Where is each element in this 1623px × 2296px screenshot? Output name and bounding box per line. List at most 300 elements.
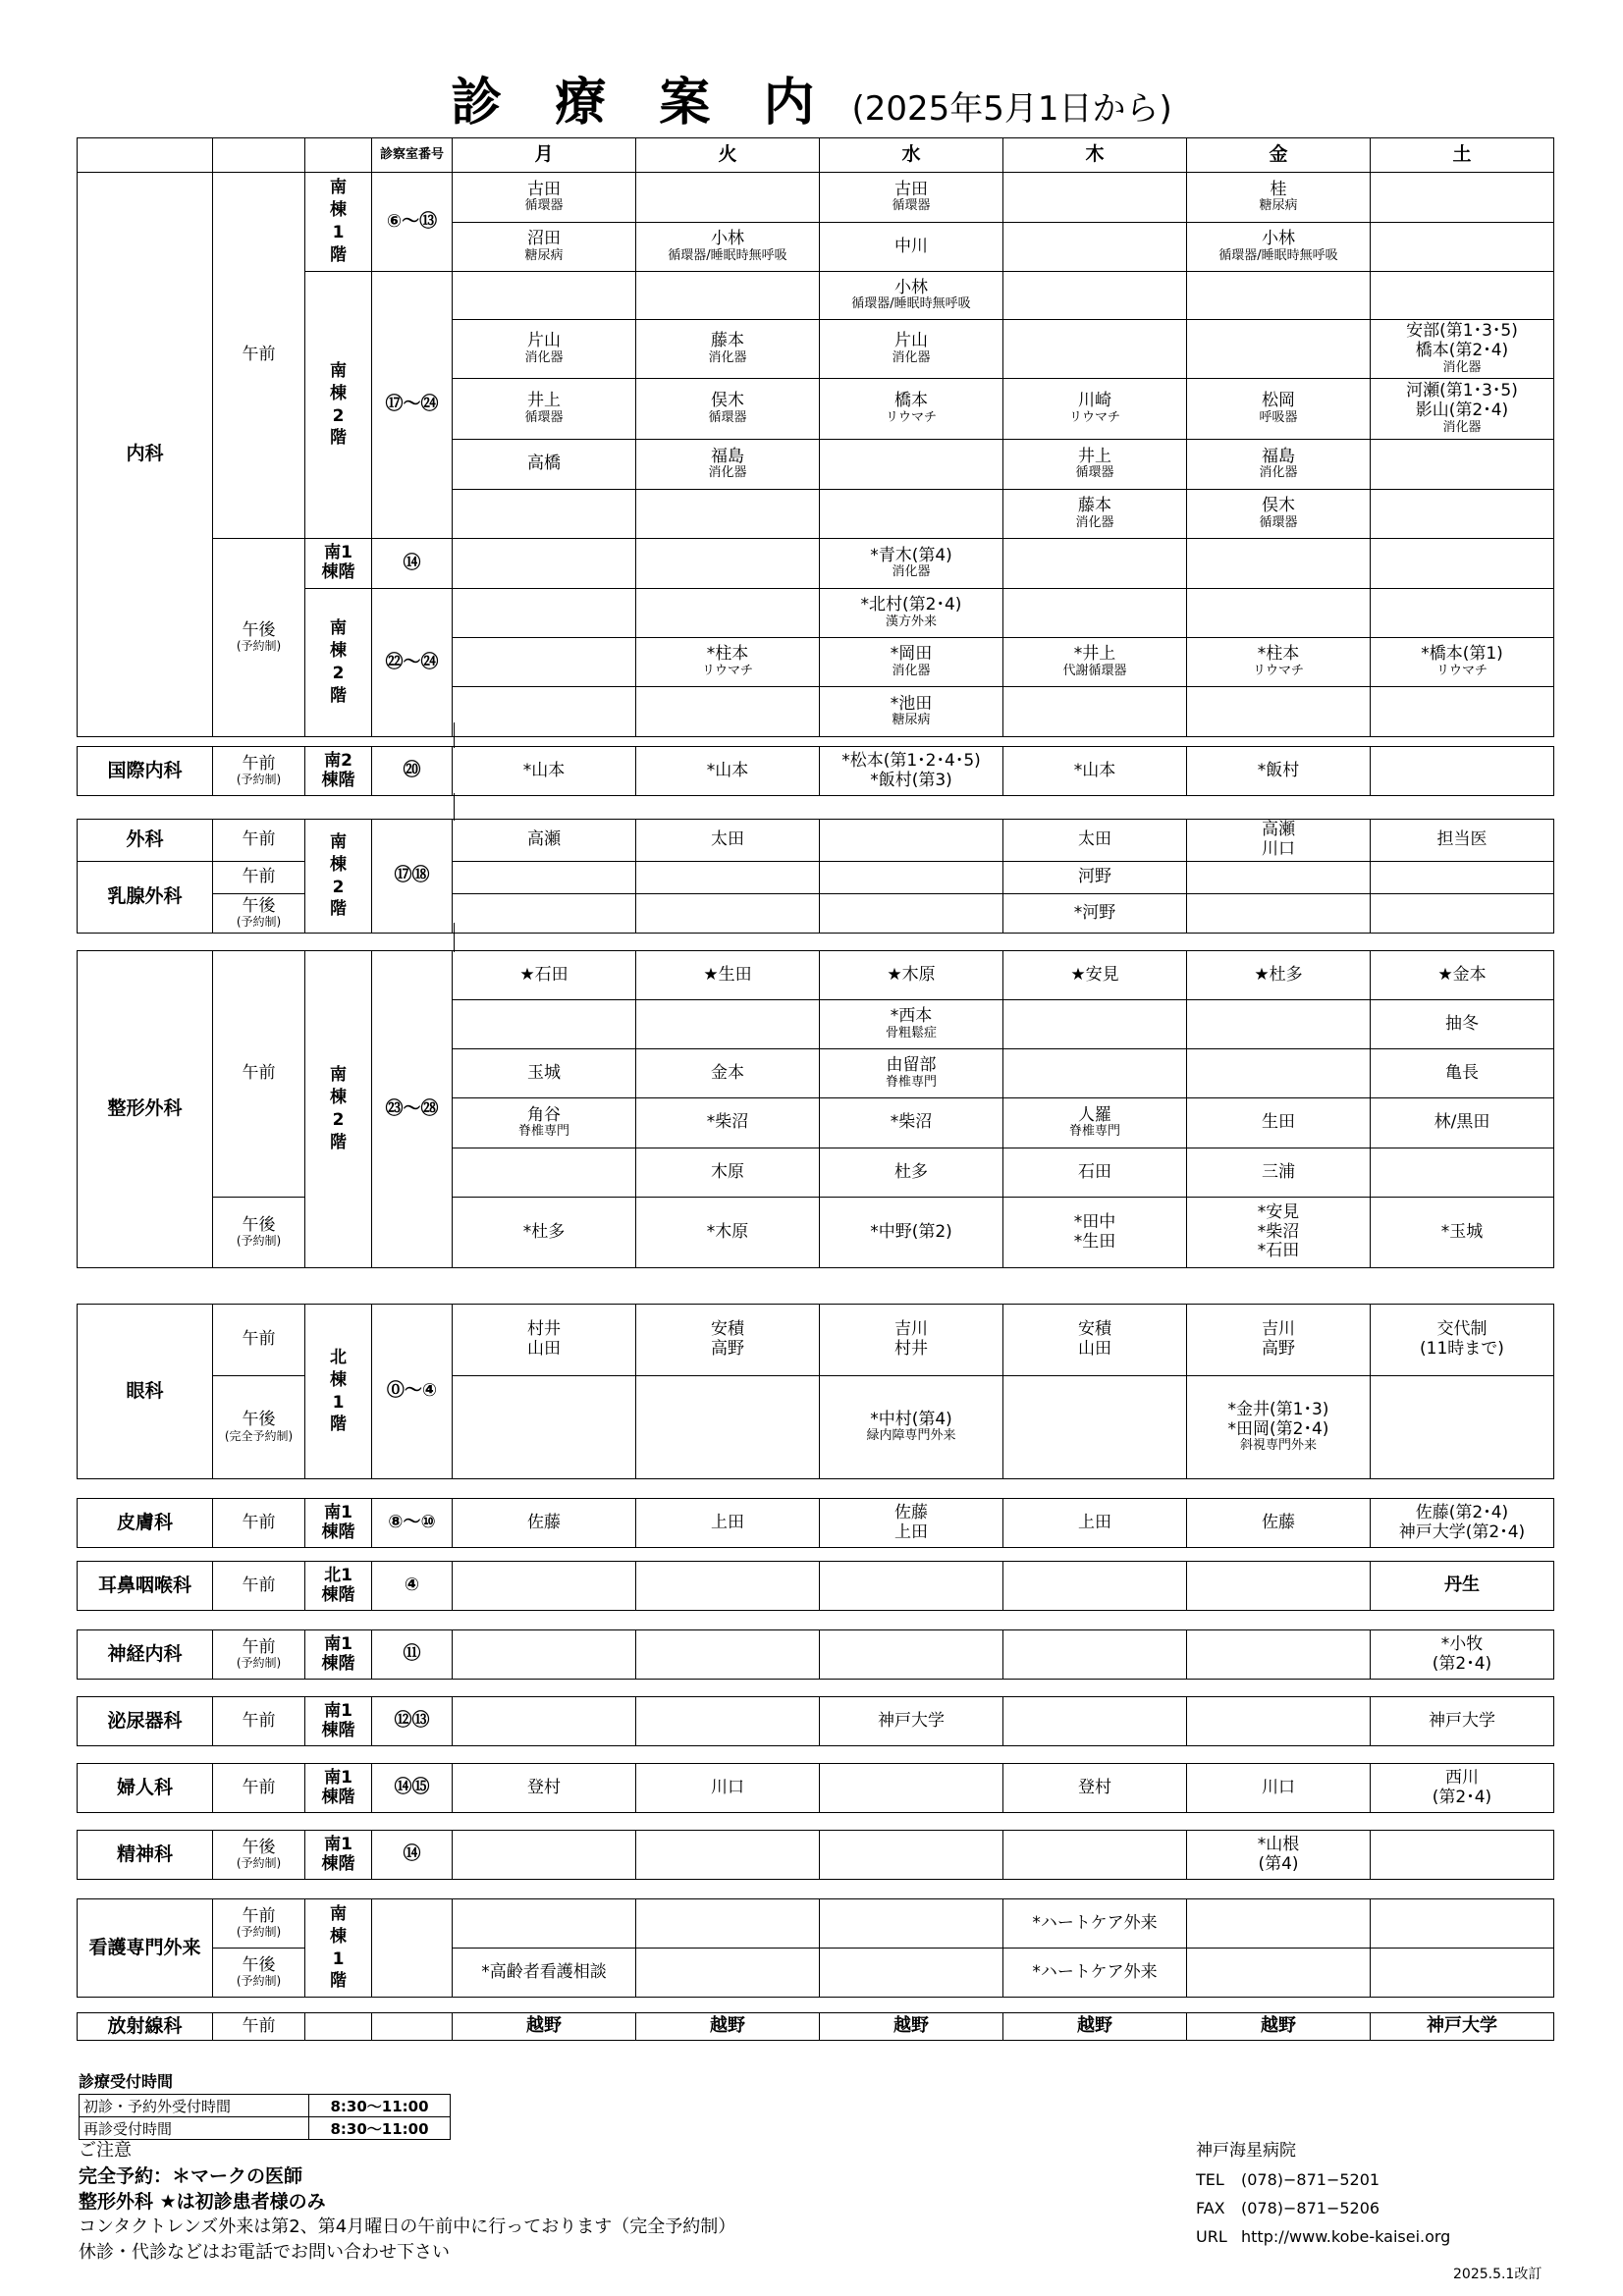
doctor-name: 沼田 xyxy=(527,229,561,249)
doctor-name: *中村(第4) xyxy=(870,1409,952,1429)
doctor-cell xyxy=(453,440,636,490)
doctor-name: 小林 xyxy=(711,229,744,249)
time-slot xyxy=(213,1376,305,1479)
department-name: 放射線科 xyxy=(78,2013,213,2041)
doctor-name: (第2･4) xyxy=(1432,1787,1492,1807)
doctor-cell xyxy=(1187,1198,1371,1268)
doctor-cell xyxy=(820,2013,1003,2041)
doctor-name: *金井(第1･3) xyxy=(1227,1399,1329,1419)
hospital-fax xyxy=(1196,2194,1450,2222)
time-label: 午後 xyxy=(242,1837,276,1857)
header-day: 月 xyxy=(453,138,636,173)
empty-cell xyxy=(636,894,820,934)
room-number: ⑭⑮ xyxy=(372,1764,453,1813)
doctor-name: *柴沼 xyxy=(890,1112,933,1133)
doctor-cell xyxy=(820,951,1003,1000)
doctor-name: 佐藤 xyxy=(527,1512,561,1532)
doctor-name: ★石田 xyxy=(519,964,568,985)
building-floor: 北1 棟階 xyxy=(305,1562,372,1611)
time-note: (予約制) xyxy=(236,1656,282,1671)
empty-cell xyxy=(820,1630,1003,1680)
time-note: (予約制) xyxy=(236,1974,282,1989)
empty-cell xyxy=(453,1148,636,1198)
empty-cell xyxy=(1371,747,1554,796)
doctor-cell xyxy=(636,1764,820,1813)
table-row xyxy=(78,951,1554,1000)
doctor-cell xyxy=(820,687,1003,737)
doctor-name: *飯村 xyxy=(1257,760,1300,780)
building-floor: 南1 棟階 xyxy=(305,1764,372,1813)
doctor-name: *松本(第1･2･4･5) xyxy=(841,750,981,771)
specialty: リウマチ xyxy=(885,409,937,425)
doctor-name: 越野 xyxy=(1077,2015,1112,2037)
note-reservation: 完全予約：＊マークの医師 xyxy=(79,2165,303,2187)
doctor-cell xyxy=(453,820,636,862)
doctor-name: 杜多 xyxy=(894,1161,928,1182)
doctor-cell xyxy=(820,589,1003,638)
department-name: 皮膚科 xyxy=(78,1499,213,1548)
department-name: 国際内科 xyxy=(78,747,213,796)
hours-value: 8:30〜11:00 xyxy=(309,2095,451,2117)
doctor-cell xyxy=(820,1198,1003,1268)
time-slot xyxy=(213,820,305,862)
doctor-cell xyxy=(1187,1305,1371,1376)
doctor-cell xyxy=(820,747,1003,796)
doctor-name: *高齢者看護相談 xyxy=(481,1961,607,1982)
room-number: ④ xyxy=(372,1562,453,1611)
empty-cell xyxy=(1003,1630,1187,1680)
room-number xyxy=(372,1899,453,1998)
empty-cell xyxy=(1371,1899,1554,1949)
doctor-name: 山田 xyxy=(1078,1339,1111,1359)
doctor-name: 丹生 xyxy=(1444,1575,1480,1596)
doctor-cell xyxy=(1187,223,1371,272)
doctor-name: 越野 xyxy=(1261,2015,1296,2037)
table-row xyxy=(78,747,1554,796)
time-slot xyxy=(213,1198,305,1268)
room-number xyxy=(372,2013,453,2041)
fax-number: (078)−871−5206 xyxy=(1241,2199,1380,2217)
doctor-name: *石田 xyxy=(1257,1241,1300,1261)
department-name: 眼科 xyxy=(78,1305,213,1479)
doctor-cell xyxy=(1003,1499,1187,1548)
doctor-name: 上田 xyxy=(1078,1512,1111,1532)
empty-cell xyxy=(820,440,1003,490)
department-name: 外科 xyxy=(78,820,213,862)
doctor-name: ★金本 xyxy=(1437,964,1487,985)
header-blank xyxy=(213,138,305,173)
empty-cell xyxy=(1003,173,1187,223)
schedule-simple xyxy=(77,1830,1554,1880)
specialty: 呼吸器 xyxy=(1259,409,1298,425)
empty-cell xyxy=(820,862,1003,894)
specialty: 消化器 xyxy=(1442,359,1482,375)
doctor-name: *柴沼 xyxy=(706,1112,749,1133)
doctor-name: (第2･4) xyxy=(1432,1653,1492,1674)
url-link[interactable]: http://www.kobe-kaisei.org xyxy=(1241,2227,1451,2246)
department-name: 看護専門外来 xyxy=(78,1899,213,1998)
doctor-cell xyxy=(453,951,636,1000)
schedule-simple xyxy=(77,1696,1554,1746)
department-name: 婦人科 xyxy=(78,1764,213,1813)
doctor-name: *ハートケア外来 xyxy=(1032,1912,1158,1933)
empty-cell xyxy=(820,1831,1003,1880)
empty-cell xyxy=(636,1899,820,1949)
empty-cell xyxy=(820,894,1003,934)
doctor-cell xyxy=(453,1949,636,1998)
empty-cell xyxy=(453,589,636,638)
empty-cell xyxy=(1003,1049,1187,1098)
doctor-name: 生田 xyxy=(1262,1112,1295,1133)
table-row xyxy=(78,1562,1554,1611)
doctor-cell xyxy=(453,223,636,272)
empty-cell xyxy=(453,1697,636,1746)
building-floor: 南 棟 1 階 xyxy=(305,1899,372,1998)
building-floor: 南 棟 2 階 xyxy=(305,589,372,737)
schedule-ophthalmology xyxy=(77,1304,1554,1479)
doctor-name: *飯村(第3) xyxy=(870,770,952,790)
doctor-cell xyxy=(636,223,820,272)
gap-connector xyxy=(454,923,455,952)
building-floor: 北 棟 1 階 xyxy=(305,1305,372,1479)
hours-title: 診療受付時間 xyxy=(79,2072,174,2091)
doctor-cell xyxy=(1187,379,1371,440)
notes-title: ご注意 xyxy=(79,2140,132,2161)
specialty: リウマチ xyxy=(1068,409,1120,425)
doctor-cell xyxy=(636,638,820,687)
doctor-name: *柴沼 xyxy=(1257,1221,1300,1242)
specialty: 骨粗鬆症 xyxy=(885,1025,937,1041)
doctor-name: *杜多 xyxy=(522,1221,566,1242)
building-floor: 南1 棟階 xyxy=(305,1697,372,1746)
time-label: 午前 xyxy=(242,2015,276,2036)
doctor-cell xyxy=(1003,1148,1187,1198)
doctor-cell xyxy=(1003,2013,1187,2041)
time-slot xyxy=(213,1499,305,1548)
empty-cell xyxy=(820,1562,1003,1611)
empty-cell xyxy=(636,589,820,638)
doctor-name: 片山 xyxy=(894,331,928,351)
empty-cell xyxy=(1371,862,1554,894)
doctor-cell xyxy=(1187,490,1371,539)
building-floor: 南1 棟階 xyxy=(305,1831,372,1880)
time-label: 午後 xyxy=(242,1954,276,1975)
doctor-name: 河野 xyxy=(1078,867,1111,887)
doctor-cell xyxy=(453,173,636,223)
doctor-cell xyxy=(820,1697,1003,1746)
doctor-cell xyxy=(1187,1499,1371,1548)
table-row xyxy=(78,862,1554,894)
doctor-name: 橋本(第2･4) xyxy=(1415,341,1509,361)
time-label: 午前 xyxy=(242,1710,276,1731)
specialty: 循環器/睡眠時無呼吸 xyxy=(668,247,787,263)
doctor-name: 交代制 xyxy=(1436,1319,1488,1340)
empty-cell xyxy=(453,1630,636,1680)
doctor-name: *玉城 xyxy=(1440,1221,1484,1242)
department-name: 乳腺外科 xyxy=(78,862,213,934)
doctor-name: *橋本(第1) xyxy=(1421,644,1503,665)
empty-cell xyxy=(453,1899,636,1949)
empty-cell xyxy=(636,862,820,894)
empty-cell xyxy=(1371,223,1554,272)
empty-cell xyxy=(820,490,1003,539)
header-day: 土 xyxy=(1371,138,1554,173)
doctor-cell xyxy=(1187,1148,1371,1198)
empty-cell xyxy=(1187,1949,1371,1998)
doctor-name: 越野 xyxy=(893,2015,929,2037)
time-slot xyxy=(213,1305,305,1376)
schedule-nursing xyxy=(77,1898,1554,1998)
time-label: 午前 xyxy=(242,1512,276,1532)
empty-cell xyxy=(1371,1831,1554,1880)
empty-cell xyxy=(1371,589,1554,638)
table-row xyxy=(78,1499,1554,1548)
specialty: 循環器 xyxy=(1259,514,1298,530)
doctor-name: 担当医 xyxy=(1436,829,1488,850)
doctor-name: 高瀬 xyxy=(1262,820,1295,840)
doctor-cell xyxy=(636,1049,820,1098)
specialty: 消化器 xyxy=(892,564,931,580)
empty-cell xyxy=(636,539,820,589)
time-label: 午前 xyxy=(242,1636,276,1657)
empty-cell xyxy=(1003,272,1187,320)
doctor-name: 高野 xyxy=(1262,1339,1295,1359)
empty-cell xyxy=(1003,1376,1187,1479)
doctor-cell xyxy=(636,820,820,862)
header-day: 金 xyxy=(1187,138,1371,173)
doctor-cell xyxy=(636,1148,820,1198)
doctor-name: 古田 xyxy=(894,179,928,199)
doctor-name: 玉城 xyxy=(527,1062,561,1083)
doctor-cell xyxy=(1371,379,1554,440)
specialty: リウマチ xyxy=(1435,663,1488,678)
time-slot xyxy=(213,2013,305,2041)
room-number: ㉓〜㉘ xyxy=(372,951,453,1268)
doctor-cell xyxy=(1187,951,1371,1000)
department-name: 整形外科 xyxy=(78,951,213,1268)
doctor-name: 太田 xyxy=(1078,829,1111,850)
specialty: 糖尿病 xyxy=(1259,198,1298,214)
header-row xyxy=(78,138,1554,173)
doctor-cell xyxy=(636,747,820,796)
doctor-cell xyxy=(636,1098,820,1148)
empty-cell xyxy=(1003,1562,1187,1611)
schedule-radiology xyxy=(77,2012,1554,2041)
time-note: (完全予約制) xyxy=(224,1428,294,1443)
doctor-name: 川口 xyxy=(711,1777,744,1797)
doctor-name: *田岡(第2･4) xyxy=(1227,1418,1329,1439)
time-note: (予約制) xyxy=(236,915,282,930)
hours-table xyxy=(79,2094,451,2140)
empty-cell xyxy=(1187,1562,1371,1611)
time-slot xyxy=(213,1697,305,1746)
doctor-cell xyxy=(453,747,636,796)
specialty: リウマチ xyxy=(1252,663,1304,678)
doctor-cell xyxy=(1371,320,1554,379)
empty-cell xyxy=(1371,272,1554,320)
doctor-name: *生田 xyxy=(1073,1231,1116,1252)
doctor-cell xyxy=(820,1499,1003,1548)
doctor-name: 吉川 xyxy=(1262,1319,1295,1340)
time-slot xyxy=(213,1831,305,1880)
doctor-cell xyxy=(820,223,1003,272)
doctor-name: ★安見 xyxy=(1070,964,1119,985)
doctor-cell xyxy=(453,1198,636,1268)
specialty: 糖尿病 xyxy=(892,713,931,728)
doctor-name: *山根 xyxy=(1257,1834,1300,1854)
time-label: 午後 xyxy=(242,1410,276,1430)
doctor-cell xyxy=(1003,1198,1187,1268)
specialty: 循環器/睡眠時無呼吸 xyxy=(851,296,971,312)
empty-cell xyxy=(1371,490,1554,539)
doctor-name: 影山(第2･4) xyxy=(1415,400,1509,421)
doctor-name: *小牧 xyxy=(1440,1633,1484,1654)
empty-cell xyxy=(1371,440,1554,490)
doctor-cell xyxy=(1003,820,1187,862)
empty-cell xyxy=(820,1949,1003,1998)
schedule-simple xyxy=(77,1561,1554,1611)
empty-cell xyxy=(636,173,820,223)
room-number: ⑪ xyxy=(372,1630,453,1680)
doctor-cell xyxy=(636,951,820,1000)
time-label: 午前 xyxy=(242,829,276,850)
doctor-cell xyxy=(1371,1305,1554,1376)
specialty: 脊椎専門 xyxy=(885,1074,937,1090)
time-slot xyxy=(213,1899,305,1949)
department-name: 内科 xyxy=(78,173,213,737)
doctor-name: 高野 xyxy=(711,1339,744,1359)
header-blank xyxy=(78,138,213,173)
table-row xyxy=(78,1305,1554,1376)
doctor-cell xyxy=(1003,638,1187,687)
table-row xyxy=(78,1630,1554,1680)
doctor-cell xyxy=(820,1148,1003,1198)
empty-cell xyxy=(453,894,636,934)
specialty: 消化器 xyxy=(708,465,747,481)
doctor-name: 桂 xyxy=(1270,179,1287,199)
doctor-name: 藤本 xyxy=(1078,496,1111,516)
table-row xyxy=(78,1764,1554,1813)
gap-connector xyxy=(454,722,455,748)
time-slot xyxy=(213,747,305,796)
doctor-name: 亀長 xyxy=(1445,1062,1479,1083)
doctor-name: *山本 xyxy=(706,760,749,780)
specialty: 消化器 xyxy=(892,349,931,365)
doctor-cell xyxy=(1371,951,1554,1000)
doctor-cell xyxy=(820,173,1003,223)
table-row xyxy=(78,2013,1554,2041)
doctor-name: 小林 xyxy=(1262,229,1295,249)
doctor-name: 金本 xyxy=(711,1062,744,1083)
doctor-name: 佐藤(第2･4) xyxy=(1415,1502,1509,1522)
tel-number: (078)−871−5201 xyxy=(1241,2170,1380,2189)
time-slot xyxy=(213,894,305,934)
doctor-cell xyxy=(1371,1630,1554,1680)
empty-cell xyxy=(1371,1376,1554,1479)
notes xyxy=(79,2138,735,2266)
time-slot xyxy=(213,539,305,737)
hospital-tel xyxy=(1196,2165,1450,2194)
doctor-cell xyxy=(1003,1899,1187,1949)
empty-cell xyxy=(1187,687,1371,737)
doctor-name: 川口 xyxy=(1262,839,1295,859)
table-row xyxy=(78,539,1554,589)
doctor-name: (11時まで) xyxy=(1420,1339,1504,1359)
empty-cell xyxy=(636,1630,820,1680)
specialty: 循環器 xyxy=(524,198,564,214)
hospital-name: 神戸海星病院 xyxy=(1196,2141,1296,2161)
title-sub: (2025年5月1日から) xyxy=(851,89,1172,129)
doctor-name: *山本 xyxy=(522,760,566,780)
header-blank xyxy=(305,138,372,173)
doctor-name: 登村 xyxy=(1078,1777,1111,1797)
doctor-cell xyxy=(1003,747,1187,796)
empty-cell xyxy=(820,1764,1003,1813)
doctor-cell xyxy=(1371,2013,1554,2041)
time-note: (予約制) xyxy=(236,773,282,787)
specialty: 消化器 xyxy=(524,349,564,365)
doctor-name: 安積 xyxy=(711,1319,744,1340)
doctor-name: *中野(第2) xyxy=(870,1221,952,1242)
schedule-surgery xyxy=(77,819,1554,934)
schedule-orthopedics xyxy=(77,950,1554,1268)
empty-cell xyxy=(636,1000,820,1049)
doctor-name: 神戸大学 xyxy=(878,1710,945,1731)
doctor-name: *青木(第4) xyxy=(870,545,952,565)
hours-value: 8:30〜11:00 xyxy=(309,2117,451,2140)
time-slot xyxy=(213,1764,305,1813)
empty-cell xyxy=(1187,539,1371,589)
doctor-cell xyxy=(1187,747,1371,796)
doctor-cell xyxy=(1187,1376,1371,1479)
specialty: 脊椎専門 xyxy=(1068,1124,1120,1140)
empty-cell xyxy=(1371,894,1554,934)
empty-cell xyxy=(1187,1697,1371,1746)
doctor-cell xyxy=(1003,1098,1187,1148)
doctor-cell xyxy=(1371,1098,1554,1148)
doctor-cell xyxy=(1371,1499,1554,1548)
doctor-cell xyxy=(1187,820,1371,862)
empty-cell xyxy=(1371,539,1554,589)
table-row xyxy=(78,1949,1554,1998)
building-floor: 南 棟 2 階 xyxy=(305,820,372,934)
doctor-cell xyxy=(453,1305,636,1376)
doctor-name: ★木原 xyxy=(887,964,936,985)
doctor-cell xyxy=(1187,173,1371,223)
doctor-cell xyxy=(1371,638,1554,687)
department-name: 耳鼻咽喉科 xyxy=(78,1562,213,1611)
doctor-cell xyxy=(1003,862,1187,894)
time-slot xyxy=(213,1630,305,1680)
empty-cell xyxy=(1003,1000,1187,1049)
doctor-name: 越野 xyxy=(710,2015,745,2037)
building-floor: 南 棟 2 階 xyxy=(305,272,372,539)
doctor-cell xyxy=(1371,820,1554,862)
specialty: 緑内障専門外来 xyxy=(866,1428,956,1444)
specialty: 代謝循環器 xyxy=(1062,663,1127,678)
doctor-name: 石田 xyxy=(1078,1161,1111,1182)
doctor-cell xyxy=(1003,1949,1187,1998)
doctor-name: 太田 xyxy=(711,829,744,850)
department-name: 泌尿器科 xyxy=(78,1697,213,1746)
empty-cell xyxy=(453,862,636,894)
hours-label: 初診・予約外受付時間 xyxy=(80,2095,309,2117)
room-number: ⑳ xyxy=(372,747,453,796)
doctor-name: *北村(第2･4) xyxy=(860,595,962,615)
empty-cell xyxy=(820,1899,1003,1949)
empty-cell xyxy=(1187,1899,1371,1949)
time-slot xyxy=(213,1562,305,1611)
